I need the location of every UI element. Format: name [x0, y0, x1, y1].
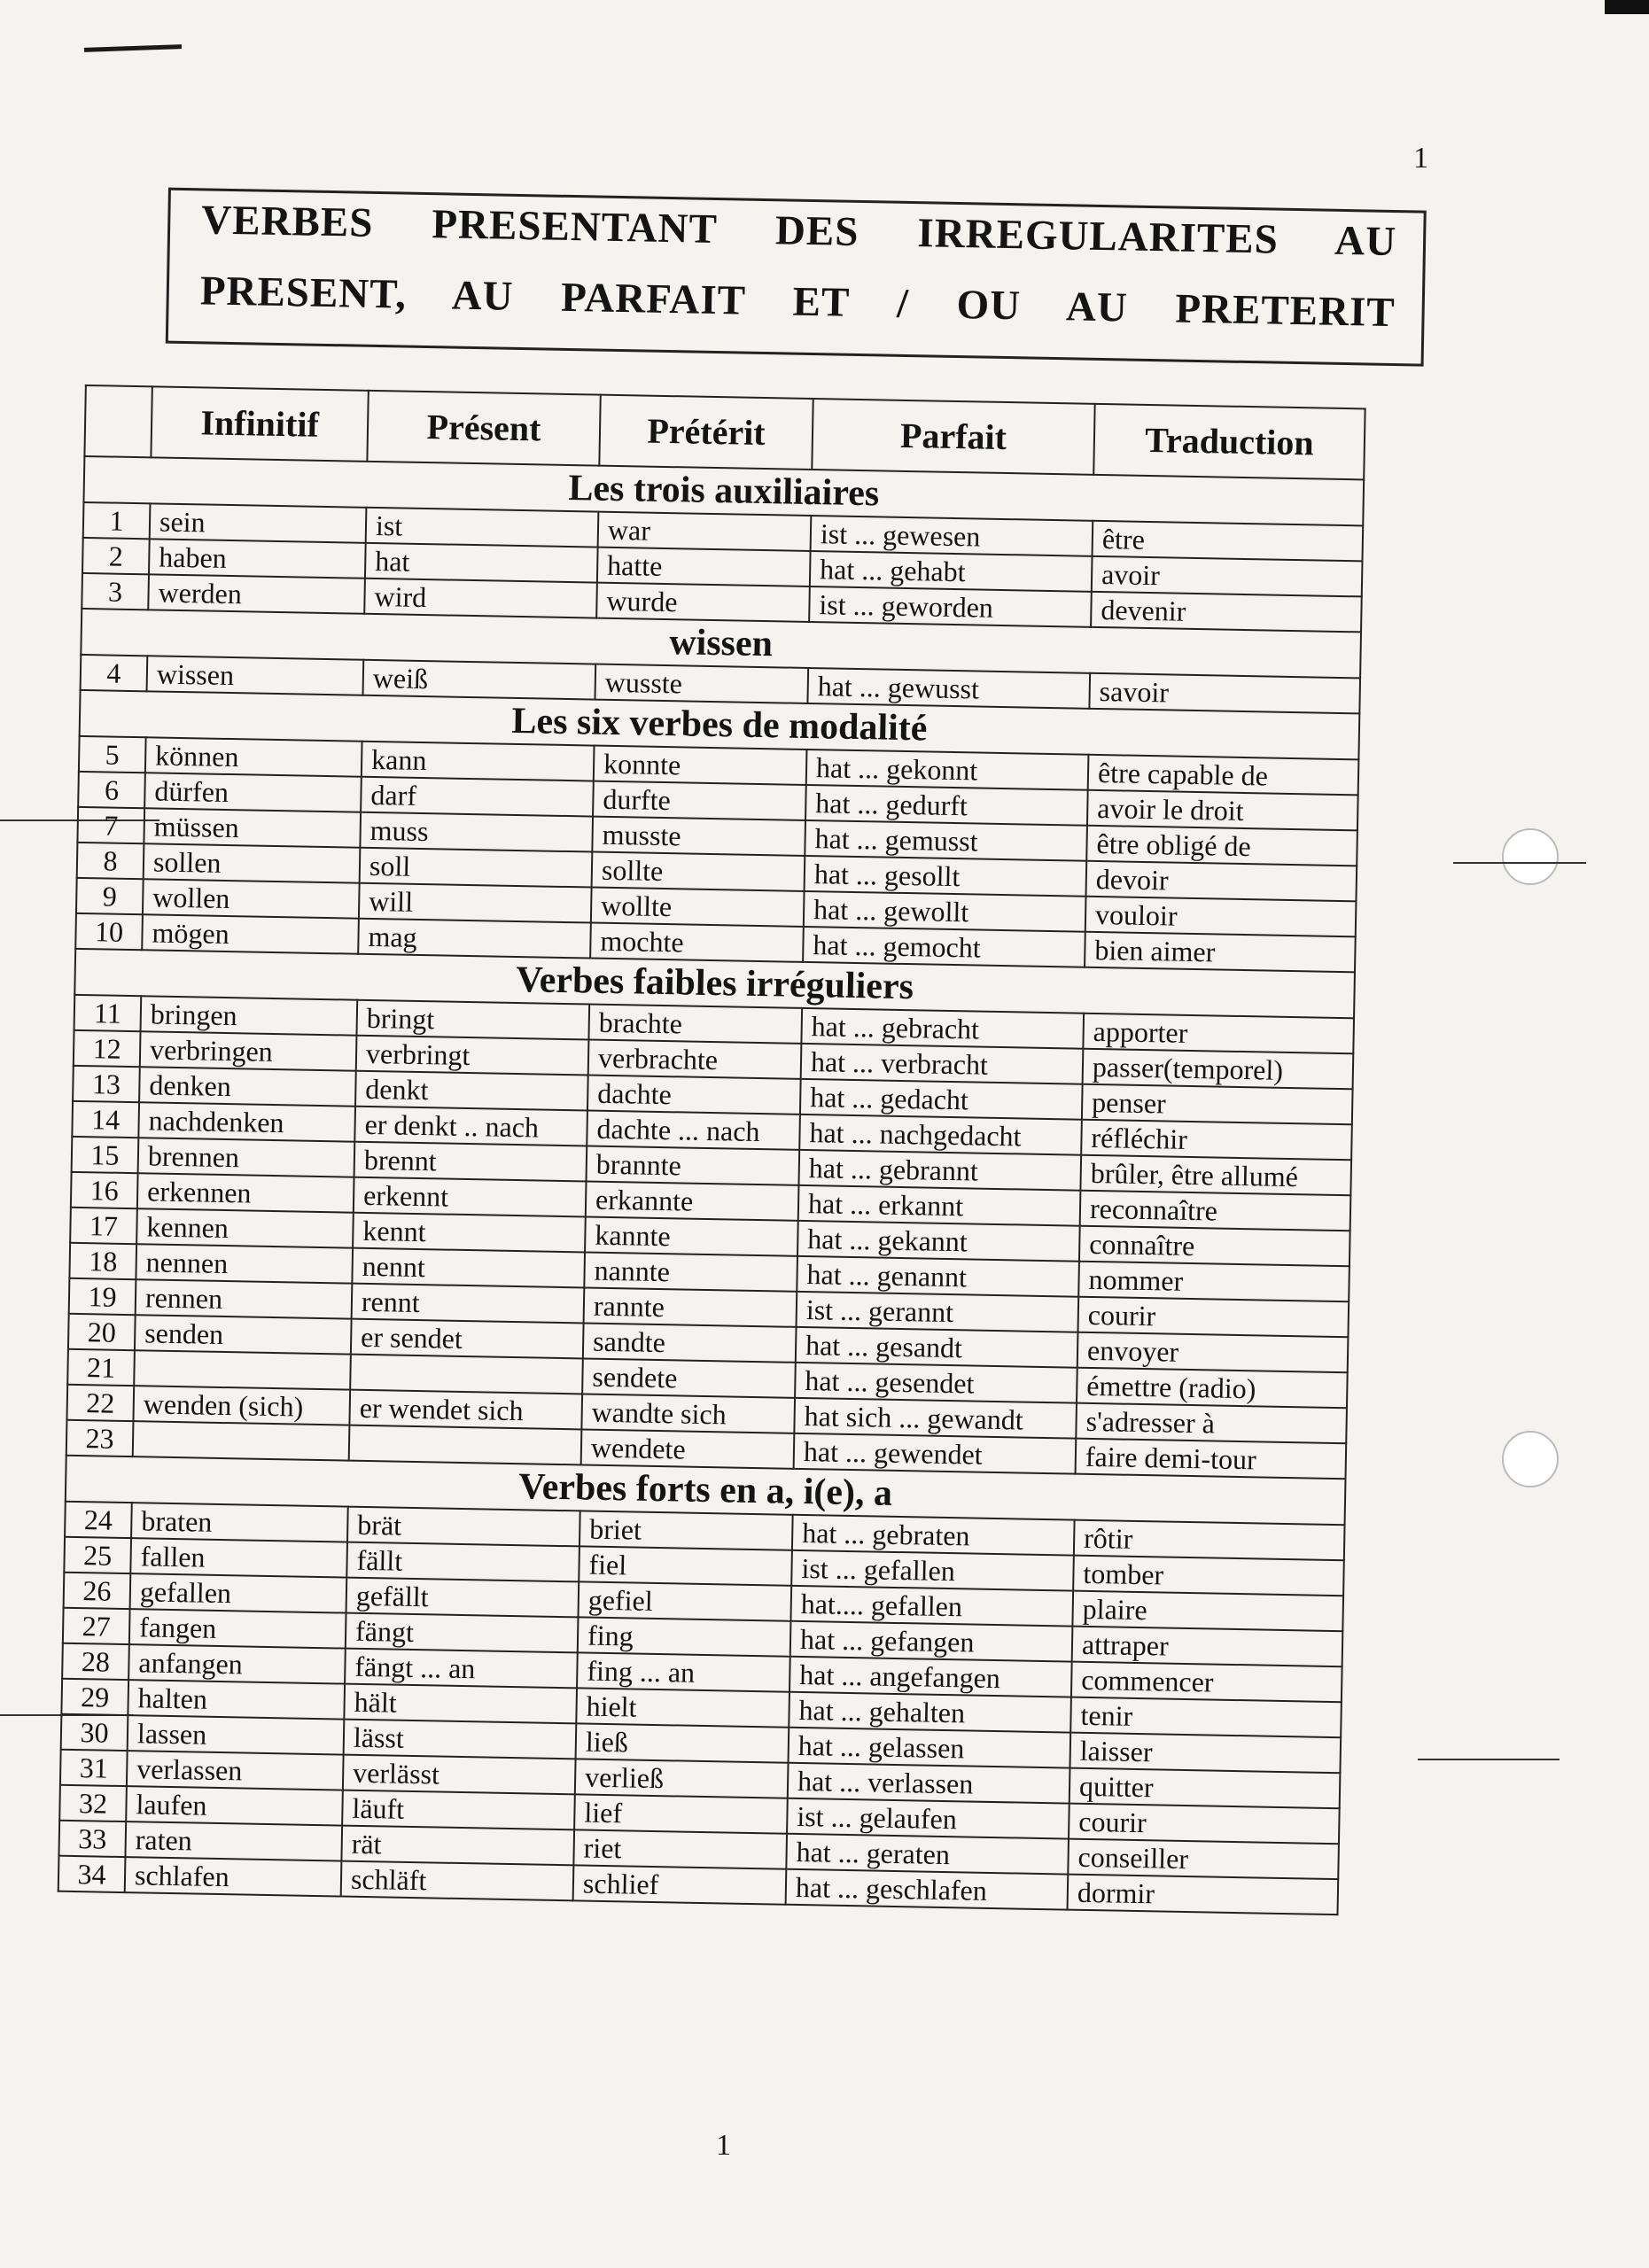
- verb-preterit: dachte ... nach: [587, 1110, 800, 1149]
- verb-preterit: war: [598, 512, 812, 551]
- verb-traduction: courir: [1069, 1804, 1340, 1845]
- verb-present: rät: [341, 1826, 574, 1866]
- verb-present: mag: [358, 919, 591, 959]
- verb-parfait: hat ... gesendet: [795, 1363, 1077, 1403]
- fold-line-right-top: [1453, 862, 1586, 864]
- verb-present: fällt: [346, 1542, 579, 1582]
- verb-traduction: savoir: [1089, 673, 1360, 714]
- verb-traduction: être: [1093, 521, 1364, 562]
- verb-present: kann: [362, 742, 595, 781]
- verb-preterit: verließ: [575, 1759, 789, 1798]
- section-title: Les six verbes de modalité: [80, 690, 1360, 759]
- verb-preterit: hatte: [597, 548, 811, 586]
- verb-traduction: commencer: [1071, 1662, 1342, 1703]
- verb-infinitif: erkennen: [137, 1173, 354, 1212]
- verb-number: 15: [72, 1137, 139, 1173]
- verb-parfait: hat ... verbracht: [801, 1044, 1084, 1084]
- verb-present: weiß: [363, 660, 596, 700]
- verb-traduction: avoir: [1092, 556, 1363, 597]
- verb-parfait: ist ... gewesen: [811, 516, 1093, 556]
- verb-number: 24: [65, 1502, 132, 1538]
- verb-parfait: hat.... gefallen: [790, 1586, 1073, 1627]
- verb-number: 7: [77, 807, 144, 843]
- verb-parfait: hat ... gelassen: [789, 1728, 1071, 1768]
- page-number-bottom: 1: [716, 2129, 731, 2162]
- verb-parfait: hat ... gedurft: [805, 785, 1088, 826]
- verb-infinitif: dürfen: [144, 773, 362, 812]
- verb-infinitif: nachdenken: [138, 1102, 355, 1141]
- verb-parfait: ist ... gerannt: [797, 1292, 1079, 1332]
- verb-parfait: hat ... gehabt: [810, 551, 1093, 592]
- verb-present: fängt ... an: [345, 1649, 578, 1689]
- verb-infinitif: fallen: [130, 1538, 347, 1577]
- section-title: Verbes forts en a, i(e), a: [66, 1456, 1346, 1525]
- verb-traduction: plaire: [1072, 1591, 1343, 1632]
- verb-number: 11: [74, 995, 142, 1031]
- verb-traduction: penser: [1082, 1084, 1353, 1125]
- verb-infinitif: fangen: [129, 1609, 346, 1648]
- verb-preterit: sandte: [583, 1323, 797, 1362]
- verb-traduction: envoyer: [1077, 1332, 1349, 1373]
- verb-infinitif: wollen: [143, 879, 360, 918]
- verb-traduction: brûler, être allumé: [1080, 1155, 1351, 1196]
- verb-parfait: hat ... gemocht: [803, 927, 1085, 967]
- verb-preterit: gefiel: [578, 1581, 791, 1620]
- verb-traduction: passer(temporel): [1083, 1049, 1354, 1090]
- verb-number: 17: [70, 1208, 137, 1244]
- verb-present: er denkt .. nach: [354, 1107, 587, 1146]
- verb-parfait: hat ... gemusst: [805, 820, 1087, 861]
- verb-parfait: hat ... genannt: [797, 1256, 1079, 1297]
- verb-present: verbringt: [356, 1036, 589, 1076]
- verb-parfait: hat ... gekannt: [797, 1221, 1080, 1262]
- verb-parfait: hat ... gehalten: [789, 1692, 1071, 1733]
- verb-traduction: avoir le droit: [1087, 790, 1358, 831]
- verb-preterit: sollte: [592, 852, 805, 891]
- verb-table-body: [58, 456, 1364, 1915]
- verb-present: läuft: [342, 1790, 575, 1830]
- title-line-2: PRESENT, AU PARFAIT ET / OU AU PRETERIT: [199, 268, 1396, 337]
- title-line-1: VERBES PRESENTANT DES IRREGULARITES AU: [200, 197, 1397, 266]
- verb-preterit: wusste: [595, 664, 808, 703]
- verb-preterit: ließ: [576, 1723, 789, 1762]
- verb-present: ist: [366, 508, 599, 548]
- verb-parfait: hat sich ... gewandt: [794, 1398, 1077, 1439]
- verb-number: 34: [58, 1856, 126, 1892]
- punch-hole-top: [1502, 828, 1559, 885]
- verb-preterit: mochte: [590, 923, 804, 962]
- verb-traduction: apporter: [1083, 1014, 1354, 1054]
- verb-number: 3: [82, 573, 149, 610]
- verb-traduction: rôtir: [1074, 1520, 1345, 1561]
- verb-preterit: rannte: [584, 1287, 797, 1326]
- verb-preterit: wandte sich: [581, 1394, 795, 1433]
- verb-parfait: ist ... gelaufen: [787, 1798, 1070, 1839]
- verb-present: rennt: [352, 1284, 585, 1324]
- verb-preterit: hielt: [576, 1688, 789, 1727]
- verb-parfait: hat ... gewollt: [804, 891, 1086, 932]
- verb-preterit: erkannte: [586, 1181, 799, 1220]
- verb-traduction: laisser: [1070, 1733, 1341, 1774]
- verb-traduction: quitter: [1070, 1768, 1341, 1809]
- verb-preterit: musste: [592, 817, 805, 856]
- section-title: Verbes faibles irréguliers: [74, 949, 1355, 1018]
- verb-number: 29: [61, 1679, 128, 1715]
- verb-traduction: être capable de: [1088, 755, 1359, 796]
- document-title-box: [166, 188, 1427, 367]
- verb-number: 21: [67, 1349, 135, 1386]
- verb-traduction: tomber: [1073, 1556, 1344, 1596]
- verb-number: 16: [71, 1172, 138, 1208]
- verb-number: 12: [74, 1030, 141, 1067]
- verb-infinitif: bringen: [141, 996, 358, 1035]
- verb-number: 27: [63, 1608, 130, 1644]
- verb-present: [350, 1355, 583, 1394]
- verb-number: 25: [64, 1537, 131, 1573]
- verb-preterit: kannte: [585, 1216, 798, 1255]
- verb-infinitif: raten: [125, 1821, 342, 1860]
- verb-parfait: hat ... gesandt: [796, 1327, 1078, 1368]
- verb-traduction: dormir: [1068, 1875, 1339, 1915]
- verb-table: [58, 384, 1366, 1915]
- verb-infinitif: sein: [150, 503, 367, 542]
- verb-infinitif: wenden (sich): [133, 1386, 350, 1425]
- verb-parfait: hat ... gebracht: [801, 1008, 1084, 1049]
- verb-infinitif: braten: [131, 1503, 348, 1542]
- verb-traduction: devoir: [1085, 861, 1357, 902]
- verb-present: kennt: [353, 1213, 586, 1253]
- verb-parfait: hat ... gewendet: [794, 1433, 1077, 1474]
- verb-preterit: fiel: [579, 1546, 792, 1585]
- verb-traduction: s'adresser à: [1076, 1403, 1347, 1444]
- verb-parfait: hat ... verlassen: [788, 1763, 1070, 1804]
- verb-preterit: briet: [579, 1511, 793, 1550]
- verb-preterit: riet: [573, 1829, 787, 1868]
- verb-present: er sendet: [351, 1319, 584, 1359]
- header-preterit: Prétérit: [599, 395, 813, 470]
- verb-parfait: hat ... angefangen: [789, 1657, 1072, 1697]
- verb-traduction: attraper: [1072, 1627, 1343, 1667]
- verb-number: 30: [61, 1714, 128, 1751]
- verb-infinitif: sollen: [144, 843, 361, 882]
- verb-preterit: nannte: [584, 1252, 797, 1291]
- verb-present: hat: [365, 543, 598, 583]
- header-infinitif: Infinitif: [151, 386, 368, 461]
- verb-traduction: bien aimer: [1085, 932, 1356, 973]
- verb-parfait: hat ... gebrannt: [798, 1150, 1081, 1191]
- verb-infinitif: senden: [135, 1315, 352, 1354]
- verb-number: 4: [81, 655, 148, 691]
- verb-parfait: hat ... gekonnt: [806, 750, 1089, 790]
- verb-preterit: sendete: [582, 1358, 796, 1397]
- verb-infinitif: haben: [149, 539, 366, 578]
- verb-traduction: connaître: [1079, 1226, 1350, 1267]
- verb-number: 28: [62, 1643, 129, 1680]
- verb-infinitif: [134, 1350, 351, 1389]
- verb-present: will: [359, 883, 592, 923]
- verb-traduction: émettre (radio): [1077, 1368, 1348, 1409]
- verb-infinitif: nennen: [136, 1244, 353, 1283]
- verb-number: 9: [76, 878, 144, 914]
- header-number: [84, 385, 152, 457]
- verb-parfait: hat ... erkannt: [798, 1185, 1081, 1226]
- verb-preterit: wendete: [581, 1429, 795, 1468]
- verb-number: 1: [83, 502, 151, 539]
- verb-infinitif: schlafen: [125, 1857, 342, 1896]
- verb-present: darf: [361, 777, 594, 817]
- verb-preterit: wurde: [596, 583, 810, 622]
- verb-infinitif: laufen: [126, 1786, 343, 1825]
- header-parfait: Parfait: [812, 399, 1094, 475]
- verb-present: brennt: [354, 1142, 587, 1182]
- verb-infinitif: können: [145, 737, 362, 776]
- verb-present: soll: [360, 848, 593, 888]
- verb-infinitif: verlassen: [127, 1751, 344, 1790]
- verb-parfait: ist ... gefallen: [791, 1550, 1074, 1591]
- verb-traduction: conseiller: [1068, 1839, 1339, 1880]
- verb-infinitif: denken: [139, 1067, 356, 1106]
- verb-infinitif: [133, 1421, 350, 1460]
- verb-number: 2: [82, 538, 150, 574]
- verb-infinitif: verbringen: [140, 1031, 357, 1070]
- verb-preterit: konnte: [594, 746, 807, 785]
- verb-preterit: fing: [578, 1617, 791, 1656]
- verb-number: 8: [77, 843, 144, 879]
- verb-traduction: devenir: [1091, 592, 1362, 633]
- verb-document: [58, 186, 1435, 1917]
- verb-number: 20: [68, 1314, 136, 1350]
- verb-traduction: tenir: [1070, 1697, 1342, 1738]
- verb-preterit: brachte: [588, 1005, 802, 1044]
- verb-traduction: courir: [1077, 1297, 1349, 1338]
- verb-number: 14: [72, 1101, 139, 1138]
- header-present: Présent: [367, 391, 600, 466]
- verb-infinitif: brennen: [138, 1138, 355, 1177]
- verb-infinitif: rennen: [136, 1279, 353, 1318]
- verb-parfait: hat ... gebraten: [792, 1515, 1075, 1556]
- verb-traduction: vouloir: [1085, 897, 1357, 937]
- verb-infinitif: mögen: [142, 914, 359, 953]
- verb-number: 22: [66, 1385, 134, 1421]
- verb-preterit: fing ... an: [577, 1652, 790, 1691]
- verb-parfait: hat ... geraten: [786, 1834, 1069, 1875]
- scan-corner-mark: [1605, 0, 1649, 14]
- verb-number: 10: [75, 913, 143, 950]
- verb-preterit: brannte: [587, 1146, 800, 1184]
- verb-number: 13: [73, 1066, 140, 1102]
- verb-infinitif: gefallen: [130, 1573, 347, 1612]
- verb-parfait: hat ... gefangen: [790, 1621, 1073, 1662]
- verb-infinitif: müssen: [144, 808, 361, 847]
- verb-present: schläft: [341, 1861, 574, 1901]
- verb-number: 19: [69, 1278, 136, 1315]
- pen-mark: [84, 44, 182, 52]
- verb-number: 23: [66, 1420, 134, 1456]
- verb-present: lässt: [344, 1720, 577, 1759]
- verb-infinitif: halten: [128, 1680, 345, 1719]
- verb-present: er wendet sich: [349, 1390, 582, 1430]
- verb-present: muss: [360, 812, 593, 852]
- verb-infinitif: werden: [148, 574, 365, 613]
- verb-preterit: schlief: [573, 1865, 787, 1904]
- header-traduction: Traduction: [1093, 404, 1365, 480]
- verb-present: denkt: [355, 1071, 588, 1111]
- verb-traduction: faire demi-tour: [1076, 1439, 1347, 1480]
- verb-traduction: nommer: [1078, 1262, 1350, 1302]
- verb-traduction: reconnaître: [1080, 1191, 1351, 1231]
- verb-present: hält: [344, 1684, 577, 1724]
- verb-parfait: hat ... gedacht: [800, 1079, 1083, 1120]
- verb-present: [349, 1425, 582, 1465]
- verb-parfait: ist ... geworden: [809, 586, 1092, 627]
- verb-present: erkennt: [354, 1177, 587, 1217]
- verb-present: wird: [364, 579, 597, 618]
- verb-parfait: hat ... nachgedacht: [799, 1115, 1082, 1155]
- verb-number: 33: [58, 1821, 126, 1857]
- verb-infinitif: kennen: [136, 1208, 354, 1247]
- fold-line-right-bottom: [1418, 1759, 1560, 1760]
- page-number-top: 1: [1413, 142, 1428, 175]
- verb-present: nennt: [352, 1248, 585, 1288]
- verb-present: gefällt: [346, 1578, 579, 1618]
- verb-number: 18: [69, 1243, 136, 1279]
- verb-number: 6: [78, 772, 145, 808]
- verb-number: 26: [64, 1573, 131, 1609]
- verb-parfait: hat ... geschlafen: [786, 1869, 1069, 1910]
- verb-parfait: hat ... gewusst: [807, 668, 1090, 709]
- verb-preterit: lief: [574, 1794, 788, 1833]
- verb-infinitif: lassen: [128, 1715, 345, 1754]
- punch-hole-bottom: [1502, 1431, 1559, 1487]
- section-title: Les trois auxiliaires: [83, 456, 1364, 525]
- verb-traduction: être obligé de: [1086, 826, 1357, 866]
- verb-traduction: réfléchir: [1081, 1120, 1352, 1161]
- verb-preterit: durfte: [593, 781, 806, 820]
- verb-number: 5: [79, 736, 146, 773]
- verb-present: verlässt: [343, 1755, 576, 1795]
- verb-preterit: dachte: [587, 1075, 801, 1114]
- verb-preterit: verbrachte: [588, 1040, 802, 1079]
- verb-present: bringt: [356, 1000, 589, 1040]
- section-title: wissen: [81, 609, 1361, 678]
- verb-preterit: wollte: [591, 888, 805, 927]
- verb-number: 31: [60, 1750, 128, 1786]
- verb-present: brät: [347, 1507, 580, 1547]
- verb-present: fängt: [346, 1613, 579, 1653]
- verb-parfait: hat ... gesollt: [805, 856, 1087, 897]
- verb-infinitif: anfangen: [128, 1644, 346, 1683]
- verb-infinitif: wissen: [147, 656, 364, 695]
- verb-number: 32: [59, 1785, 127, 1821]
